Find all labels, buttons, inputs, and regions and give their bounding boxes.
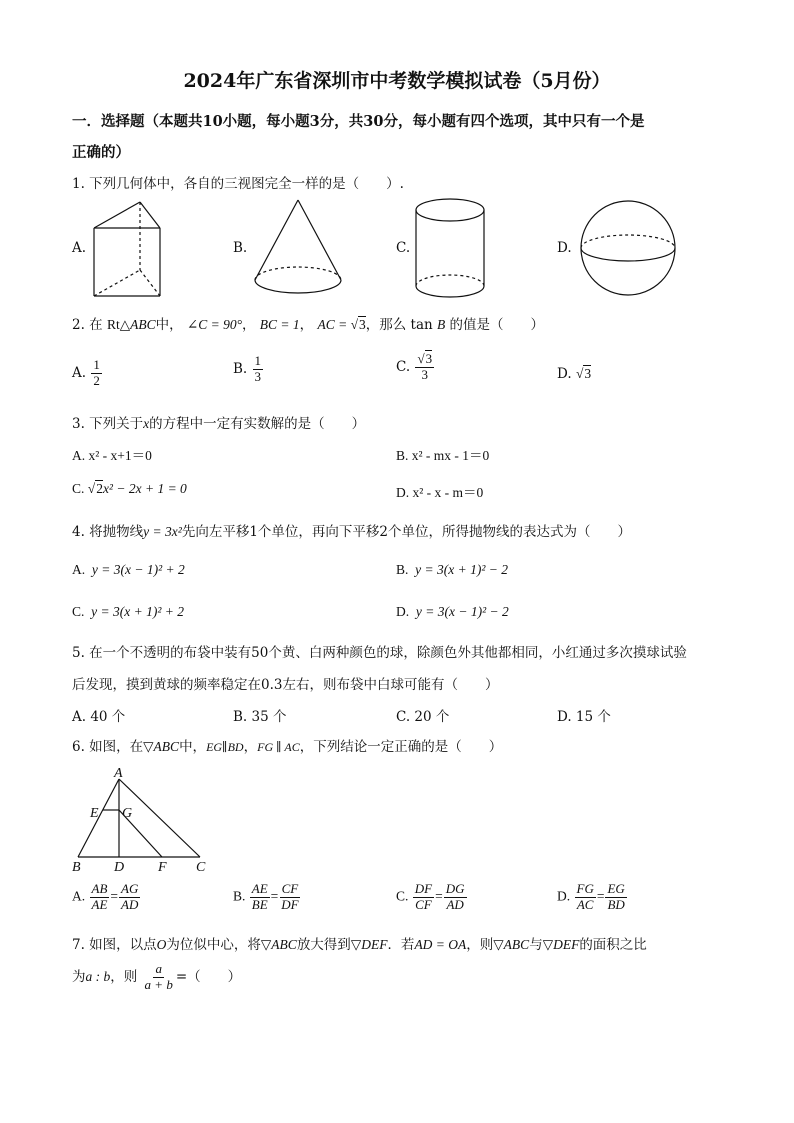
q2-option-d: D. √3 <box>557 366 592 382</box>
section-header-line1: 一．选择题（本题共10小题，每小题3分，共30分，每小题有四个选项，其中只有一个是 <box>72 113 645 130</box>
point-label-b: B <box>72 860 81 875</box>
triangle-abc-figure <box>66 762 216 876</box>
page-title: 2024年广东省深圳市中考数学模拟试卷（5月份） <box>183 70 611 92</box>
q1-option-c-label: C. <box>396 240 411 256</box>
q6-option-c: C. $\frac{DF}{CF}$ = $\frac{DG}{AD}$ <box>396 881 465 912</box>
cone-figure <box>250 196 350 300</box>
question-5-line1: 5. 在一个不透明的布袋中装有50个黄、白两种颜色的球，除颜色外其他都相同，小红通过多次摸球试验 <box>72 645 687 661</box>
q4-option-d: D. y = 3(x − 1)² − 2 <box>396 604 509 619</box>
q6-option-a: A. $\frac{AB}{AE}$ = $\frac{AG}{AD}$ <box>72 881 139 912</box>
cylinder-figure <box>412 194 492 302</box>
triangular-prism-figure <box>86 196 166 300</box>
q2-option-b: B. $\frac{1}{3}$ <box>233 353 262 384</box>
section-header-line2: 正确的） <box>72 144 130 161</box>
question-7-line1: 7. 如图，以点O为位似中心，将▽ABC放大得到▽DEF．若AD = OA，则▽ABC与▽DEF的面积之比 <box>72 937 647 953</box>
q3-option-b: B. x² - mx - 1＝0 <box>396 448 490 463</box>
question-5-line2: 后发现，摸到黄球的频率稳定在0.3左右，则布袋中白球可能有（ ） <box>72 677 499 693</box>
q1-option-b-label: B. <box>233 240 248 256</box>
question-4-stem: 4. 将抛物线y = 3x²先向左平移1个单位，再向下平移2个单位，所得抛物线的表达式为（ ） <box>72 524 632 540</box>
q6-option-d: D. $\frac{FG}{AC}$ = $\frac{EG}{BD}$ <box>557 881 625 912</box>
q1-option-d-label: D. <box>557 240 572 256</box>
q4-option-c: C. y = 3(x + 1)² + 2 <box>72 604 184 619</box>
q4-option-a: A. y = 3(x − 1)² + 2 <box>72 562 185 577</box>
point-label-g: G <box>122 806 133 821</box>
question-3-stem: 3. 下列关于x的方程中一定有实数解的是（ ） <box>72 416 366 432</box>
q2-option-c: C. $\frac{√3}{3}$ <box>396 351 433 382</box>
q6-option-b: B. $\frac{AE}{BE}$ = $\frac{CF}{DF}$ <box>233 881 299 912</box>
q3-option-c: C. √2x² − 2x + 1 = 0 <box>72 481 187 496</box>
question-6-stem: 6. 如图，在▽ABC中，EG∥BD，FG ∥ AC，下列结论一定正确的是（ ） <box>72 739 503 755</box>
point-label-a: A <box>114 766 123 781</box>
q4-option-b: B. y = 3(x + 1)² − 2 <box>396 562 508 577</box>
q5-option-d: D. 15 个 <box>557 709 611 725</box>
question-2-stem: 2. 在 Rt△ABC中， ∠C = 90°， BC = 1， AC = √3，那么 tan B 的值是（ ） <box>72 317 545 333</box>
point-label-c: C <box>196 860 206 875</box>
q5-option-a: A. 40 个 <box>72 709 126 725</box>
point-label-d: D <box>114 860 125 875</box>
q5-option-b: B. 35 个 <box>233 709 287 725</box>
q2-option-a: A. $\frac{1}{2}$ <box>72 357 100 388</box>
q3-option-a: A. x² - x+1＝0 <box>72 448 152 463</box>
q3-option-d: D. x² - x - m＝0 <box>396 485 484 500</box>
q5-option-c: C. 20 个 <box>396 709 450 725</box>
question-7-line2: 为a : b，则 $\frac{a}{a + b}$ =（ ） <box>72 961 242 992</box>
q1-option-a-label: A. <box>72 240 87 256</box>
point-label-e: E <box>90 806 99 821</box>
sphere-figure <box>576 196 680 300</box>
question-1-stem: 1. 下列几何体中，各自的三视图完全一样的是（ ）. <box>72 176 404 192</box>
point-label-f: F <box>158 860 167 875</box>
